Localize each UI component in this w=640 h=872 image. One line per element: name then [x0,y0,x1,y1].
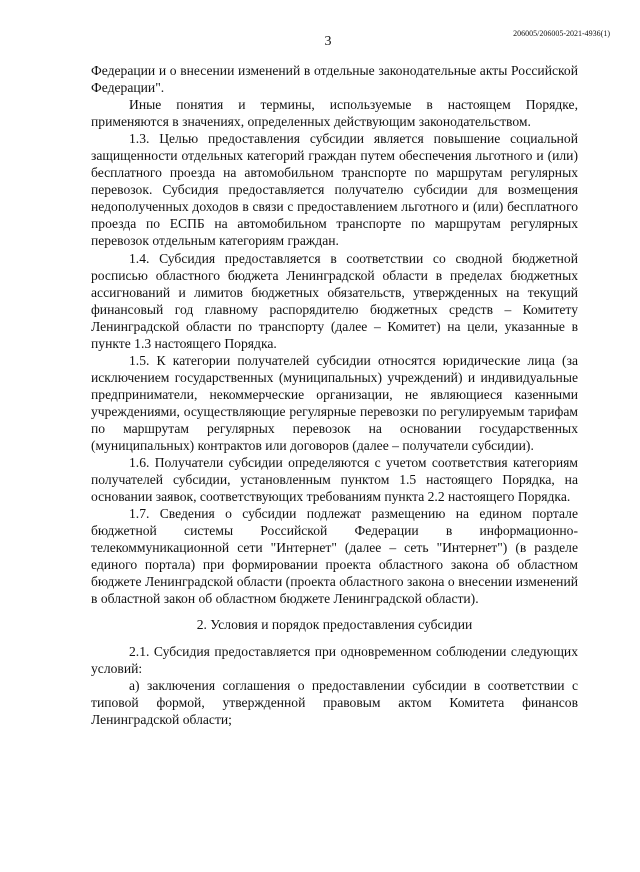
section-heading: 2. Условия и порядок предоставления субсидии [196,616,473,632]
paragraph-1-3: 1.3. Целью предоставления субсидии является повышение социальной защищенности отдельных категорий граждан путем обеспечения льготного и (или) бесплатного проезда на автомобильном транспорте по маршрутам регулярных перевозок. Субсидия предоставляется получателю субсидии для возмещения недополученных доходов в связи с предоставлением льготного и (или) бесплатного проезда по ЕСПБ на автомобильном транспорте по маршрутам регулярных перевозок отдельным категориям граждан. [91,131,578,249]
paragraph-1-7: 1.7. Сведения о субсидии подлежат размещению на едином портале бюджетной системы Российской Федерации в информационно-телекоммуникационной сети "Интернет" (далее – сеть "Интернет") (в разделе единого портала) при формировании проекта областного закона об областном бюджете Ленинградской области (проекта областного закона о внесении изменений в областной закон об областном бюджете Ленинградской области). [91,506,578,607]
paragraph-2-1-a: а) заключения соглашения о предоставлении субсидии в соответствии с типовой формой, утвержденной правовым актом Комитета финансов Ленинградской области; [91,677,578,727]
document-body [91,62,578,728]
paragraph-continuation: Федерации и о внесении изменений в отдельные законодательные акты Российской Федерации". [91,63,578,96]
paragraph-1-4: 1.4. Субсидия предоставляется в соответствии со сводной бюджетной росписью областного бюджета Ленинградской области в пределах бюджетных ассигнований и лимитов бюджетных обязательств, утвержденных на текущий финансовый год главному распорядителю бюджетных средств – Комитету Ленинградской области по транспорту (далее – Комитет) на цели, указанные в пункте 1.3 настоящего Порядка. [91,250,578,351]
paragraph-1-6: 1.6. Получатели субсидии определяются с учетом соответствия категориям получателей субсидии, установленным пунктом 1.5 настоящего Порядка, на основании заявок, соответствующих требованиям пункта 2.2 настоящего Порядка. [91,455,578,505]
document-code: 206005/206005-2021-4936(1) [513,29,610,38]
paragraph-1-5: 1.5. К категории получателей субсидии относятся юридические лица (за исключением государственных (муниципальных) учреждений) и индивидуальные предприниматели, некоммерческие организации, не являющиеся казенными учреждениями, осуществляющие регулярные перевозки по регулируемым тарифам по маршрутам регулярных перевозок на основании государственных (муниципальных) контрактов или договоров (далее – получатели субсидии). [91,352,578,454]
paragraph-2-1: 2.1. Субсидия предоставляется при одновременном соблюдении следующих условий: [91,643,578,676]
paragraph-definitions: Иные понятия и термины, используемые в настоящем Порядке, применяются в значениях, определенных действующим законодательством. [91,97,578,130]
page-number: 3 [324,34,332,49]
